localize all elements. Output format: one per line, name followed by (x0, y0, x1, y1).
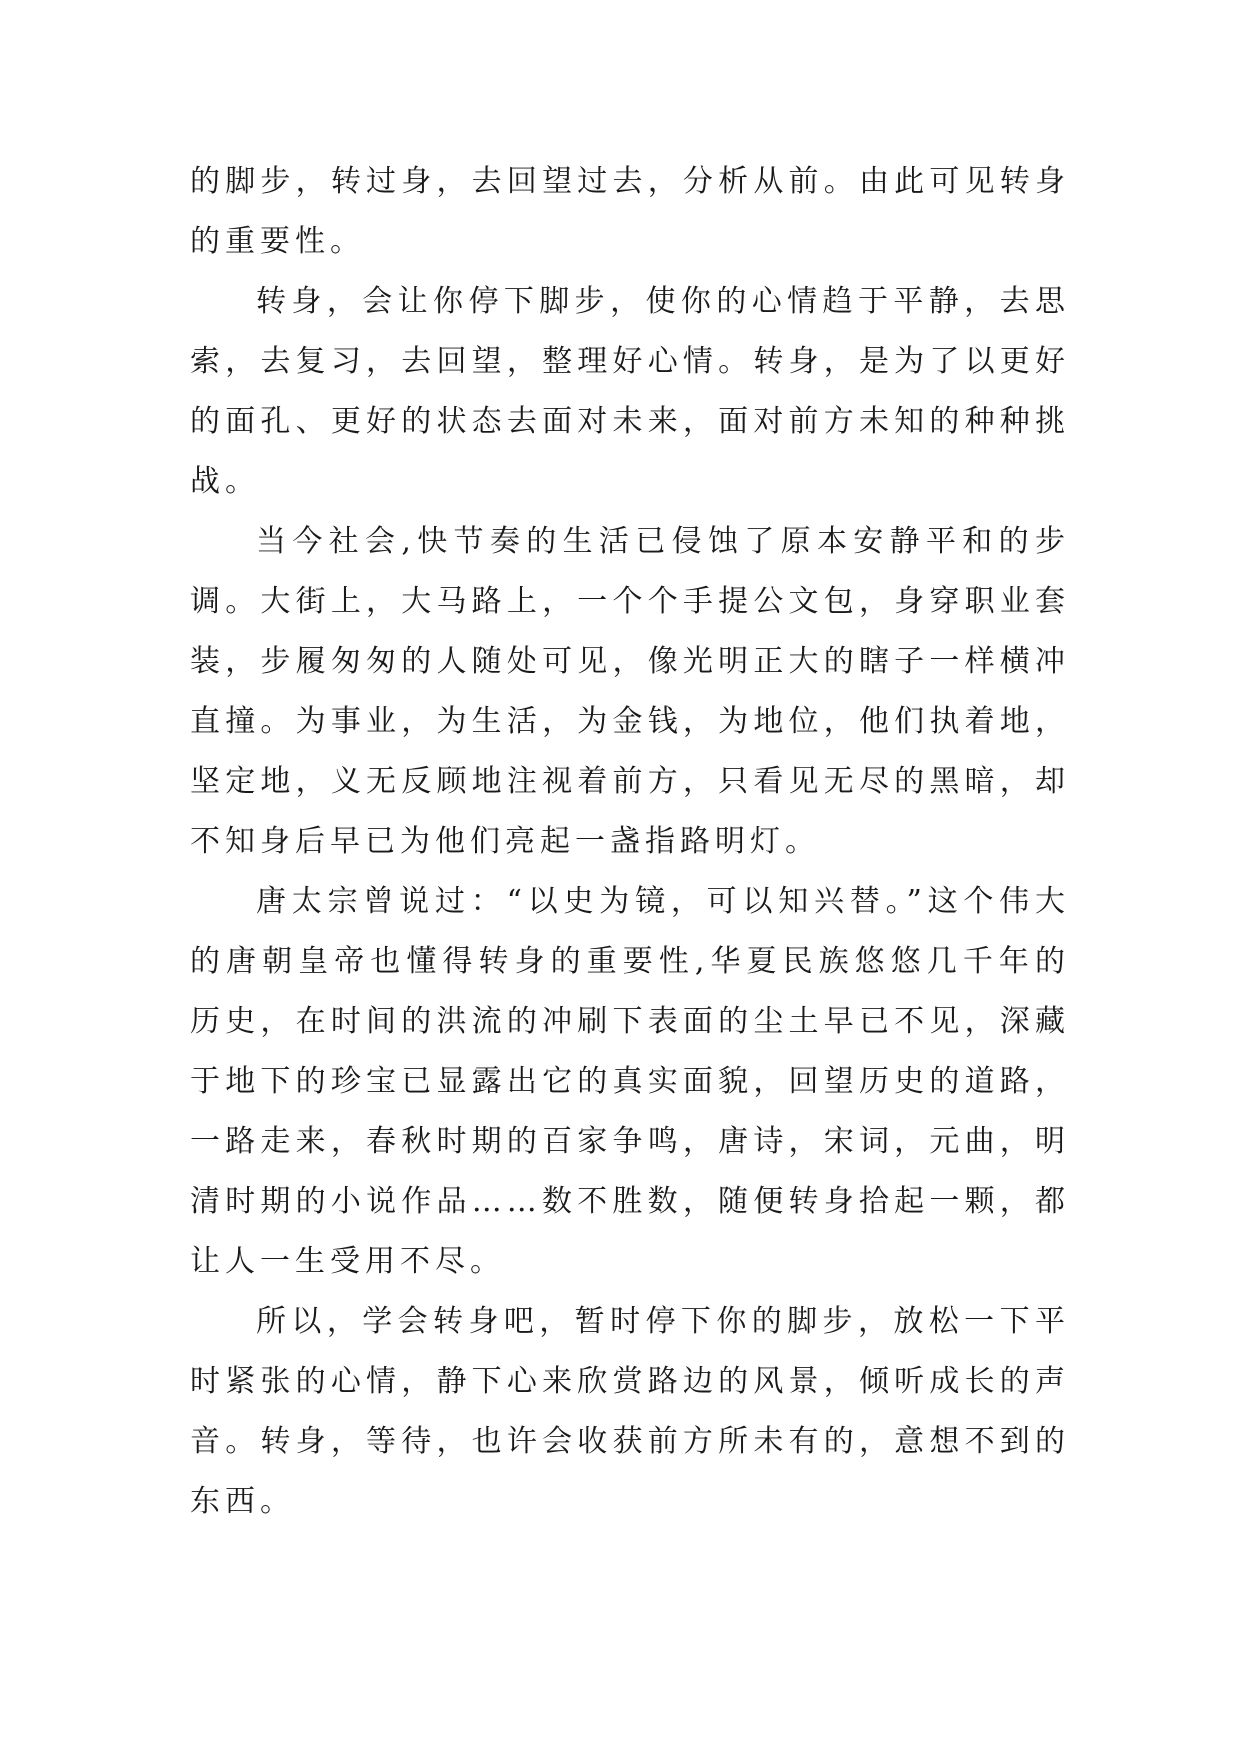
essay-body (190, 152, 1070, 1532)
paragraph-3: 当今社会,快节奏的生活已侵蚀了原本安静平和的步调。大街上，大马路上，一个个手提公文包，身穿职业套装，步履匆匆的人随处可见，像光明正大的瞎子一样横冲直撞。为事业，为生活，为金钱，为地位，他们执着地，坚定地，义无反顾地注视着前方，只看见无尽的黑暗，却不知身后早已为他们亮起一盏指路明灯。 (190, 524, 1070, 859)
paragraph-1: 的脚步，转过身，去回望过去，分析从前。由此可见转身的重要性。 (190, 164, 1070, 259)
paragraph-2: 转身，会让你停下脚步，使你的心情趋于平静，去思索，去复习，去回望，整理好心情。转身，是为了以更好的面孔、更好的状态去面对未来，面对前方未知的种种挑战。 (190, 284, 1070, 499)
paragraph-4: 唐太宗曾说过：“以史为镜，可以知兴替。”这个伟大的唐朝皇帝也懂得转身的重要性,华夏民族悠悠几千年的历史，在时间的洪流的冲刷下表面的尘土早已不见，深藏于地下的珍宝已显露出它的真实面貌，回望历史的道路，一路走来，春秋时期的百家争鸣，唐诗，宋词，元曲，明清时期的小说作品……数不胜数，随便转身拾起一颗，都让人一生受用不尽。 (190, 884, 1070, 1279)
paragraph-5: 所以，学会转身吧，暂时停下你的脚步，放松一下平时紧张的心情，静下心来欣赏路边的风景，倾听成长的声音。转身，等待，也许会收获前方所未有的，意想不到的东西。 (190, 1304, 1070, 1519)
